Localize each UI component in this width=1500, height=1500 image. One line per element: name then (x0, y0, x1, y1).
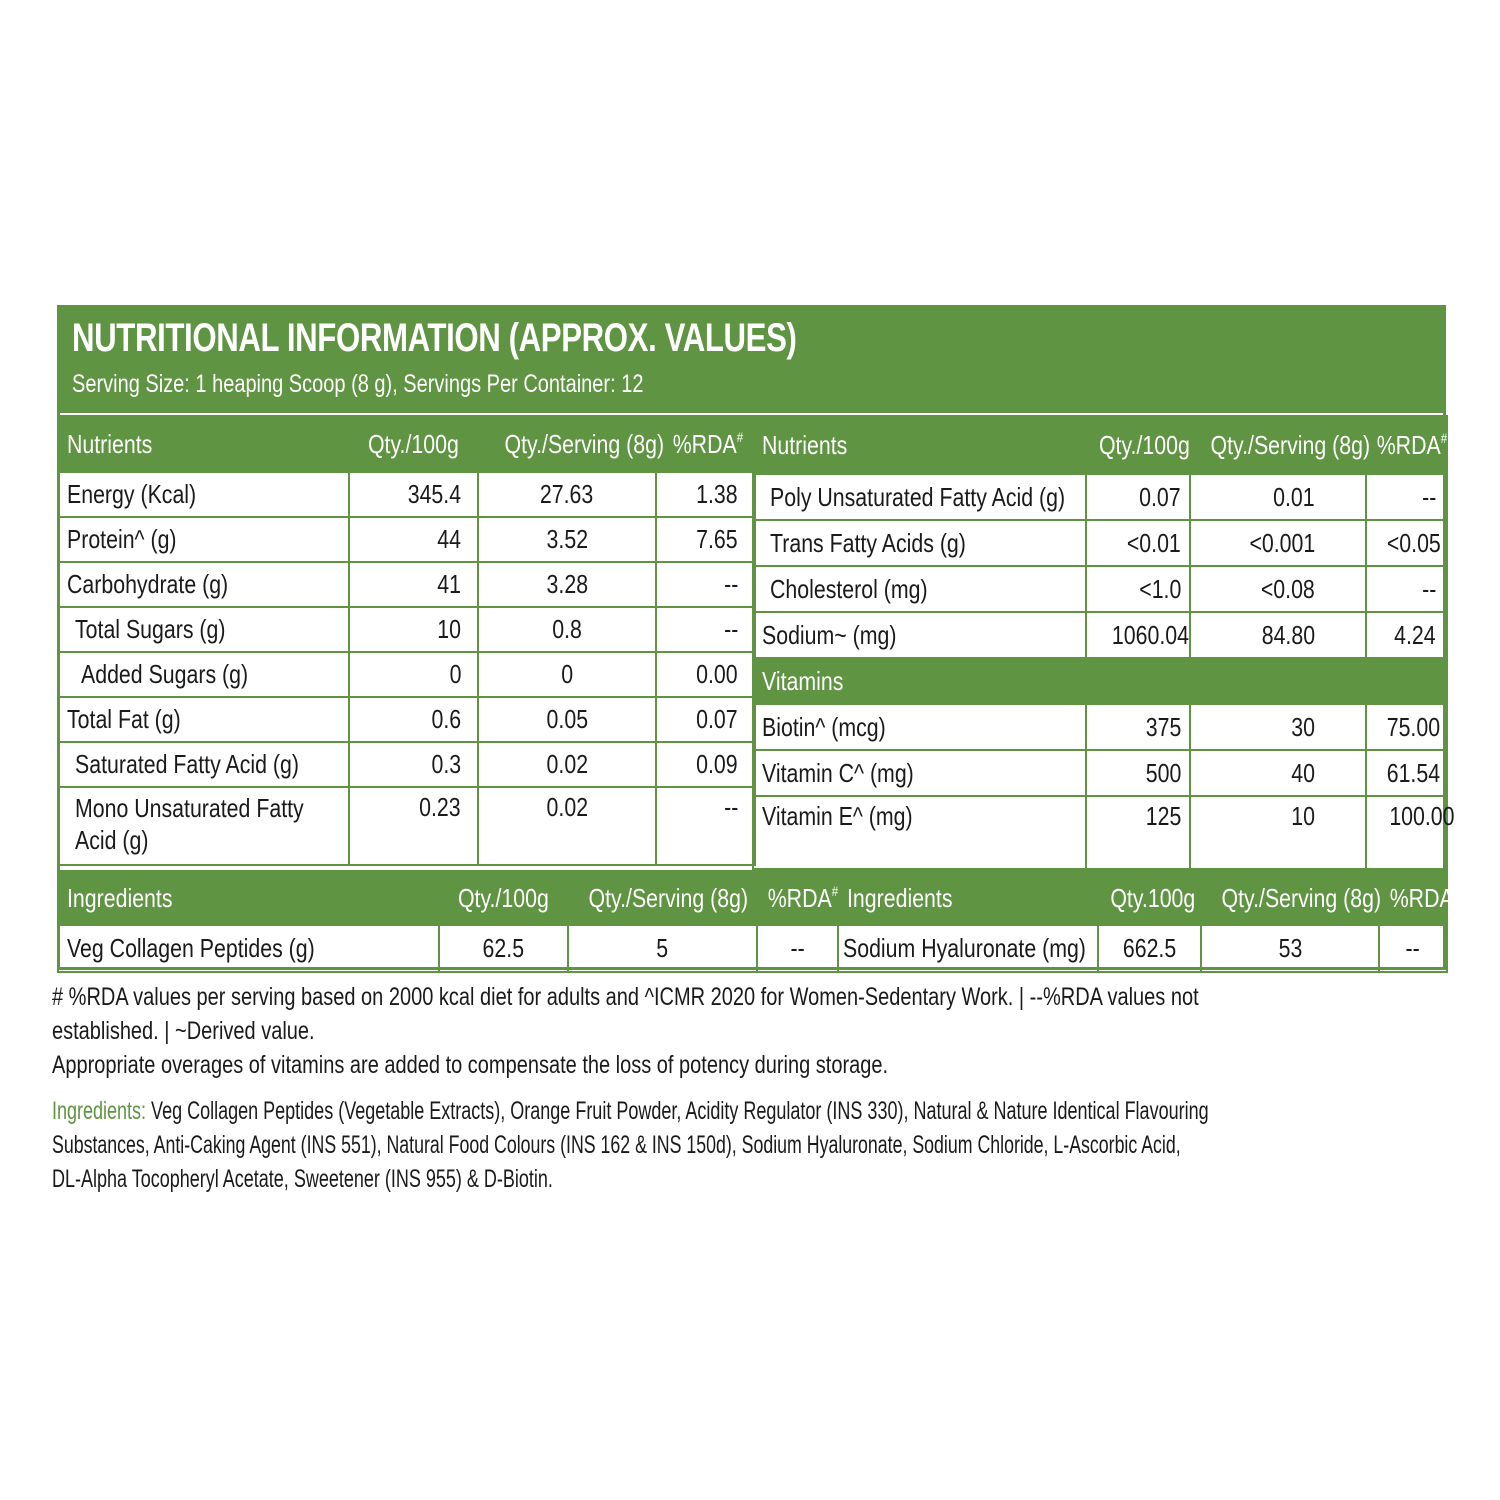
panel-title: NUTRITIONAL INFORMATION (APPROX. VALUES) (72, 316, 797, 360)
nutrients-table-right (752, 415, 1455, 870)
col-header-rda-right: %RDA# (1379, 871, 1447, 925)
ingredients-label: Ingredients: (52, 1097, 147, 1125)
col-header-qty-100g-right: Qty.100g (1098, 871, 1201, 925)
ingredients-text: DL-Alpha Tocopheryl Acetate, Sweetener (INS 955) & D-Biotin. (52, 1165, 553, 1193)
col-header-qty-100g: Qty./100g (349, 416, 478, 472)
table-row: Vitamin E^ (mg) 125 10 100.00 (753, 796, 1447, 869)
table-row: Protein^ (g) 44 3.52 7.65 (58, 517, 755, 562)
col-header-qty-100g: Qty./100g (1086, 416, 1190, 474)
table-header-row (58, 871, 1447, 925)
col-header-nutrients: Nutrients (58, 416, 349, 472)
footnote-line: Appropriate overages of vitamins are added to compensate the loss of potency during storage. (52, 1051, 889, 1079)
table-row: Mono Unsaturated Fatty Acid (g) 0.23 0.02 -- (58, 787, 755, 865)
vitamins-section-header: Vitamins (753, 658, 1447, 704)
footnote-line: established. | ~Derived value. (52, 1017, 315, 1045)
ingredients-list (52, 1094, 1448, 1196)
table-row: Veg Collagen Peptides (g) 62.5 5 -- Sodium Hyaluronate (mg) 662.5 53 -- (58, 925, 1447, 972)
table-row: Vitamin C^ (mg) 500 40 61.54 (753, 750, 1447, 796)
col-header-ingredients: Ingredients (58, 871, 439, 925)
col-header-rda: %RDA# (1366, 416, 1447, 474)
nutrition-panel (57, 305, 1461, 970)
col-header-qty-serving: Qty./Serving (8g) (478, 416, 656, 472)
table-row: Total Fat (g) 0.6 0.05 0.07 (58, 697, 755, 742)
title-band (60, 308, 1443, 413)
col-header-qty-100g: Qty./100g (439, 871, 568, 925)
serving-info: Serving Size: 1 heaping Scoop (8 g), Servings Per Container: 12 (72, 370, 644, 398)
col-header-qty-serving: Qty./Serving (8g) (1190, 416, 1366, 474)
ingredients-text: Substances, Anti-Caking Agent (INS 551), Natural Food Colours (INS 162 & INS 150d), Sodium Hyaluronate, Sodium Chloride, L-Ascorbic Acid, (52, 1131, 1181, 1159)
table-row: Saturated Fatty Acid (g) 0.3 0.02 0.09 (58, 742, 755, 787)
col-header-qty-serving: Qty./Serving (8g) (568, 871, 757, 925)
table-row: Energy (Kcal) 345.4 27.63 1.38 (58, 472, 755, 517)
table-row: Poly Unsaturated Fatty Acid (g) 0.07 0.01 -- (753, 474, 1447, 520)
col-header-rda: %RDA# (656, 416, 755, 472)
ingredients-text: Veg Collagen Peptides (Vegetable Extracts), Orange Fruit Powder, Acidity Regulator (INS 330), Natural & Nature Identical Flavouring (146, 1097, 1209, 1125)
col-header-nutrients: Nutrients (753, 416, 1086, 474)
table-header-row (58, 416, 755, 472)
table-row: Added Sugars (g) 0 0 0.00 (58, 652, 755, 697)
col-header-qty-serving-right: Qty./Serving (8g) (1201, 871, 1379, 925)
nutrients-table-left (57, 415, 756, 866)
table-row: Cholesterol (mg) <1.0 <0.08 -- (753, 566, 1447, 612)
footnotes (52, 980, 1448, 1082)
col-header-ingredients-right: Ingredients (838, 871, 1098, 925)
table-row: Biotin^ (mcg) 375 30 75.00 (753, 704, 1447, 750)
footnote-line: # %RDA values per serving based on 2000 kcal diet for adults and ^ICMR 2020 for Women-Sedentary Work. | --%RDA values not (52, 983, 1199, 1011)
table-row: Sodium~ (mg) 1060.04 84.80 4.24 (753, 612, 1447, 658)
ingredients-table (57, 870, 1461, 973)
table-row: Total Sugars (g) 10 0.8 -- (58, 607, 755, 652)
table-header-row (753, 416, 1447, 474)
table-row: Carbohydrate (g) 41 3.28 -- (58, 562, 755, 607)
table-row: Trans Fatty Acids (g) <0.01 <0.001 <0.05 (753, 520, 1447, 566)
col-header-rda: %RDA# (757, 871, 838, 925)
